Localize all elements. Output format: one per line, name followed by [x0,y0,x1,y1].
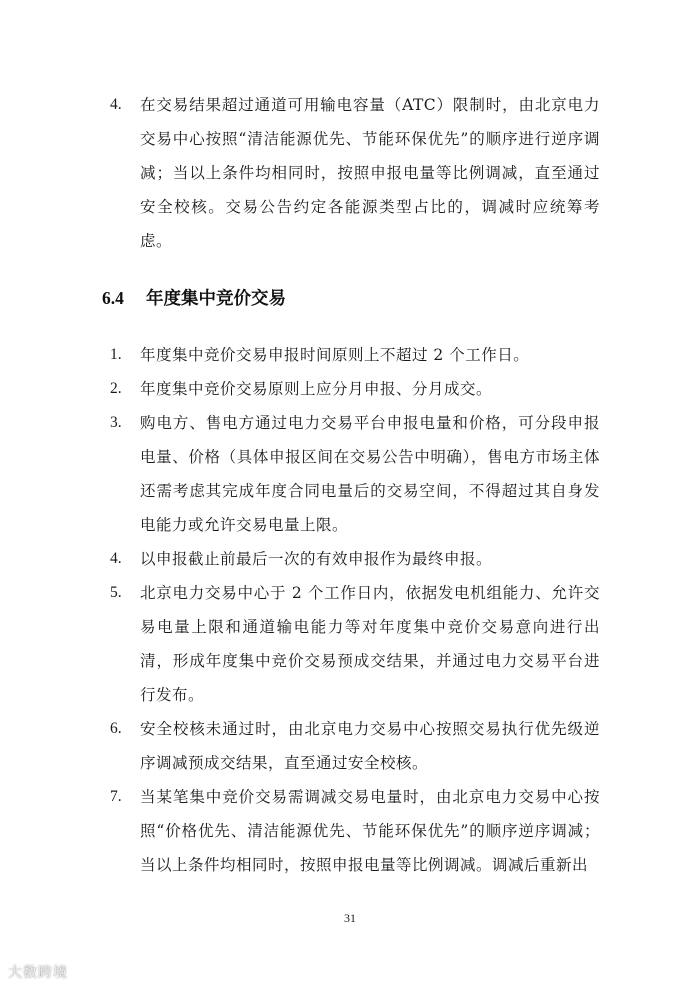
list-item-number: 5. [110,584,122,601]
section-list [0,338,700,882]
list-item [0,576,700,712]
page-number: 31 [344,911,356,925]
list-item [0,406,700,542]
list-item [0,712,700,780]
section-title: 年度集中竞价交易 [146,289,286,309]
list-item-number: 2. [110,380,122,397]
list-item [0,542,700,576]
list-item-number: 1. [110,346,122,363]
list-item [0,780,700,882]
list-item-text: 以申报截止前最后一次的有效申报作为最终申报。 [140,550,493,568]
list-item-text: 购电方、售电方通过电力交易平台申报电量和价格，可分段申报电量、价格（具体申报区间在交易公告中明确），售电方市场主体还需考虑其完成年度合同电量后的交易空间，不得超过其自身发电能力或允许交易电量上限。 [140,414,600,534]
list-item-number: 7. [110,788,122,805]
list-item-number: 3. [110,414,122,431]
list-item-text: 当某笔集中竞价交易需调减交易电量时，由北京电力交易中心按照“价格优先、清洁能源优先、节能环保优先”的顺序逆序调减；当以上条件均相同时，按照申报电量等比例调减。调减后重新出 [140,788,600,874]
section-number: 6.4 [102,288,124,308]
list-item-text: 年度集中竞价交易原则上应分月申报、分月成交。 [140,380,493,398]
list-item-text: 年度集中竞价交易申报时间原则上不超过 2 个工作日。 [140,346,530,364]
watermark: 大数跨境 [8,965,68,981]
list-item-text: 安全校核未通过时，由北京电力交易中心按照交易执行优先级逆序调减预成交结果，直至通过安全校核。 [140,720,600,772]
list-item [0,372,700,406]
list-item [0,88,700,258]
list-item-number: 4. [110,550,122,567]
list-item-text: 北京电力交易中心于 2 个工作日内，依据发电机组能力、允许交易电量上限和通道输电能力等对年度集中竞价交易意向进行出清，形成年度集中竞价交易预成交结果，并通过电力交易平台进行发布。 [140,584,600,704]
list-item-text: 在交易结果超过通道可用输电容量（ATC）限制时，由北京电力交易中心按照“清洁能源优先、节能环保优先”的顺序进行逆序调减；当以上条件均相同时，按照申报电量等比例调减，直至通过安全校核。交易公告约定各能源类型占比的，调减时应统筹考虑。 [140,96,600,250]
section-heading [102,283,286,314]
list-item-number: 6. [110,720,122,737]
list-item-number: 4. [110,96,122,113]
top-list [0,88,700,258]
list-item [0,338,700,372]
